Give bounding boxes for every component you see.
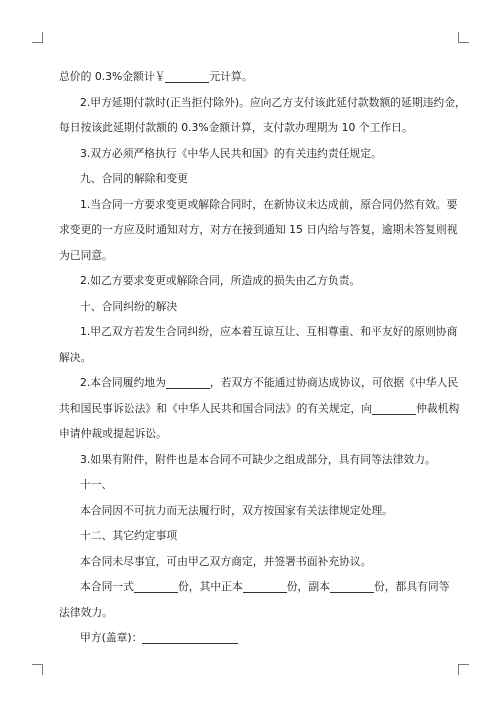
- blank-copies-total: [134, 580, 178, 593]
- blank-amount: [165, 70, 209, 83]
- text-run: 元计算。: [209, 70, 253, 83]
- paragraph-line: 本合同未尽事宜，可由甲乙双方商定，并签署书面补充协议。: [80, 554, 372, 568]
- text-run: 仲裁机构: [416, 401, 460, 415]
- paragraph-line: 2.如乙方要求变更或解除合同，所造成的损失由乙方负责。: [80, 274, 361, 287]
- paragraph-line: [59, 370, 459, 396]
- section-heading: 九、合同的解除和变更: [80, 172, 188, 185]
- signature-line: [59, 625, 444, 651]
- paragraph-line: 1.当合同一方要求变更或解除合同时，在新协议未达成前，原合同仍然有效。要: [80, 197, 458, 211]
- signature-label: 甲方(盖章)：: [80, 631, 143, 644]
- paragraph-line: [59, 64, 444, 90]
- blank-place: [166, 376, 210, 389]
- paragraph-line: 3.双方必须严格执行《中华人民共和国》的有关违约责任规定。: [80, 146, 382, 160]
- crop-mark-bottom-right: [458, 664, 469, 675]
- text-run: 总价的 0.3%金额计￥: [59, 70, 166, 83]
- blank-arbitration: [372, 402, 416, 415]
- paragraph-line: [59, 574, 450, 600]
- crop-mark-bottom-left: [32, 664, 43, 675]
- text-run: 本合同一式: [80, 580, 134, 593]
- paragraph-line: 3.如果有附件，附件也是本合同不可缺少之组成部分，具有同等法律效力。: [80, 452, 436, 466]
- text-run: 份，副本: [286, 580, 330, 593]
- contract-body: [59, 64, 466, 651]
- crop-mark-top-right: [458, 32, 469, 43]
- paragraph-line: 申请仲裁或提起诉讼。: [59, 427, 167, 440]
- section-heading: 十二、其它约定事项: [80, 529, 178, 542]
- section-heading: 十一、: [80, 478, 113, 491]
- paragraph-line: 每日按该此延期付款额的 0.3%金额计算，支付款办理期为 10 个工作日。: [59, 121, 413, 134]
- text-run: 2.本合同履约地为: [80, 376, 166, 389]
- text-run: ，若双方不能通过协商达成协议，可依据《中华人民: [209, 376, 459, 389]
- paragraph-line: 2.甲方延期付款时(正当拒付除外)。应向乙方支付该此延付款数额的延期违约金，: [80, 95, 466, 109]
- blank-copies-duplicate: [330, 580, 374, 593]
- blank-copies-original: [243, 580, 287, 593]
- blank-signature: [142, 631, 238, 644]
- paragraph-line: [59, 396, 460, 422]
- section-heading: 十、合同纠纷的解决: [80, 299, 178, 313]
- paragraph-line: 本合同因不可抗力而无法履行时，双方按国家有关法律规定处理。: [80, 503, 394, 517]
- paragraph-line: 法律效力。: [59, 605, 113, 619]
- text-run: 份，其中正本: [177, 580, 243, 593]
- text-run: 份，都具有同等: [373, 580, 450, 593]
- paragraph-line: 为已同意。: [59, 248, 113, 262]
- paragraph-line: 求变更的一方应及时通知对方，对方在接到通知 15 日内给与答复，逾期未答复则视: [59, 223, 458, 236]
- paragraph-line: 1.甲乙双方若发生合同纠纷，应本着互谅互让、互相尊重、和平友好的原则协商: [80, 325, 458, 338]
- crop-mark-top-left: [32, 32, 43, 43]
- text-run: 共和国民事诉讼法》和《中华人民共和国合同法》的有关规定，向: [59, 401, 373, 415]
- paragraph-line: 解决。: [59, 350, 92, 364]
